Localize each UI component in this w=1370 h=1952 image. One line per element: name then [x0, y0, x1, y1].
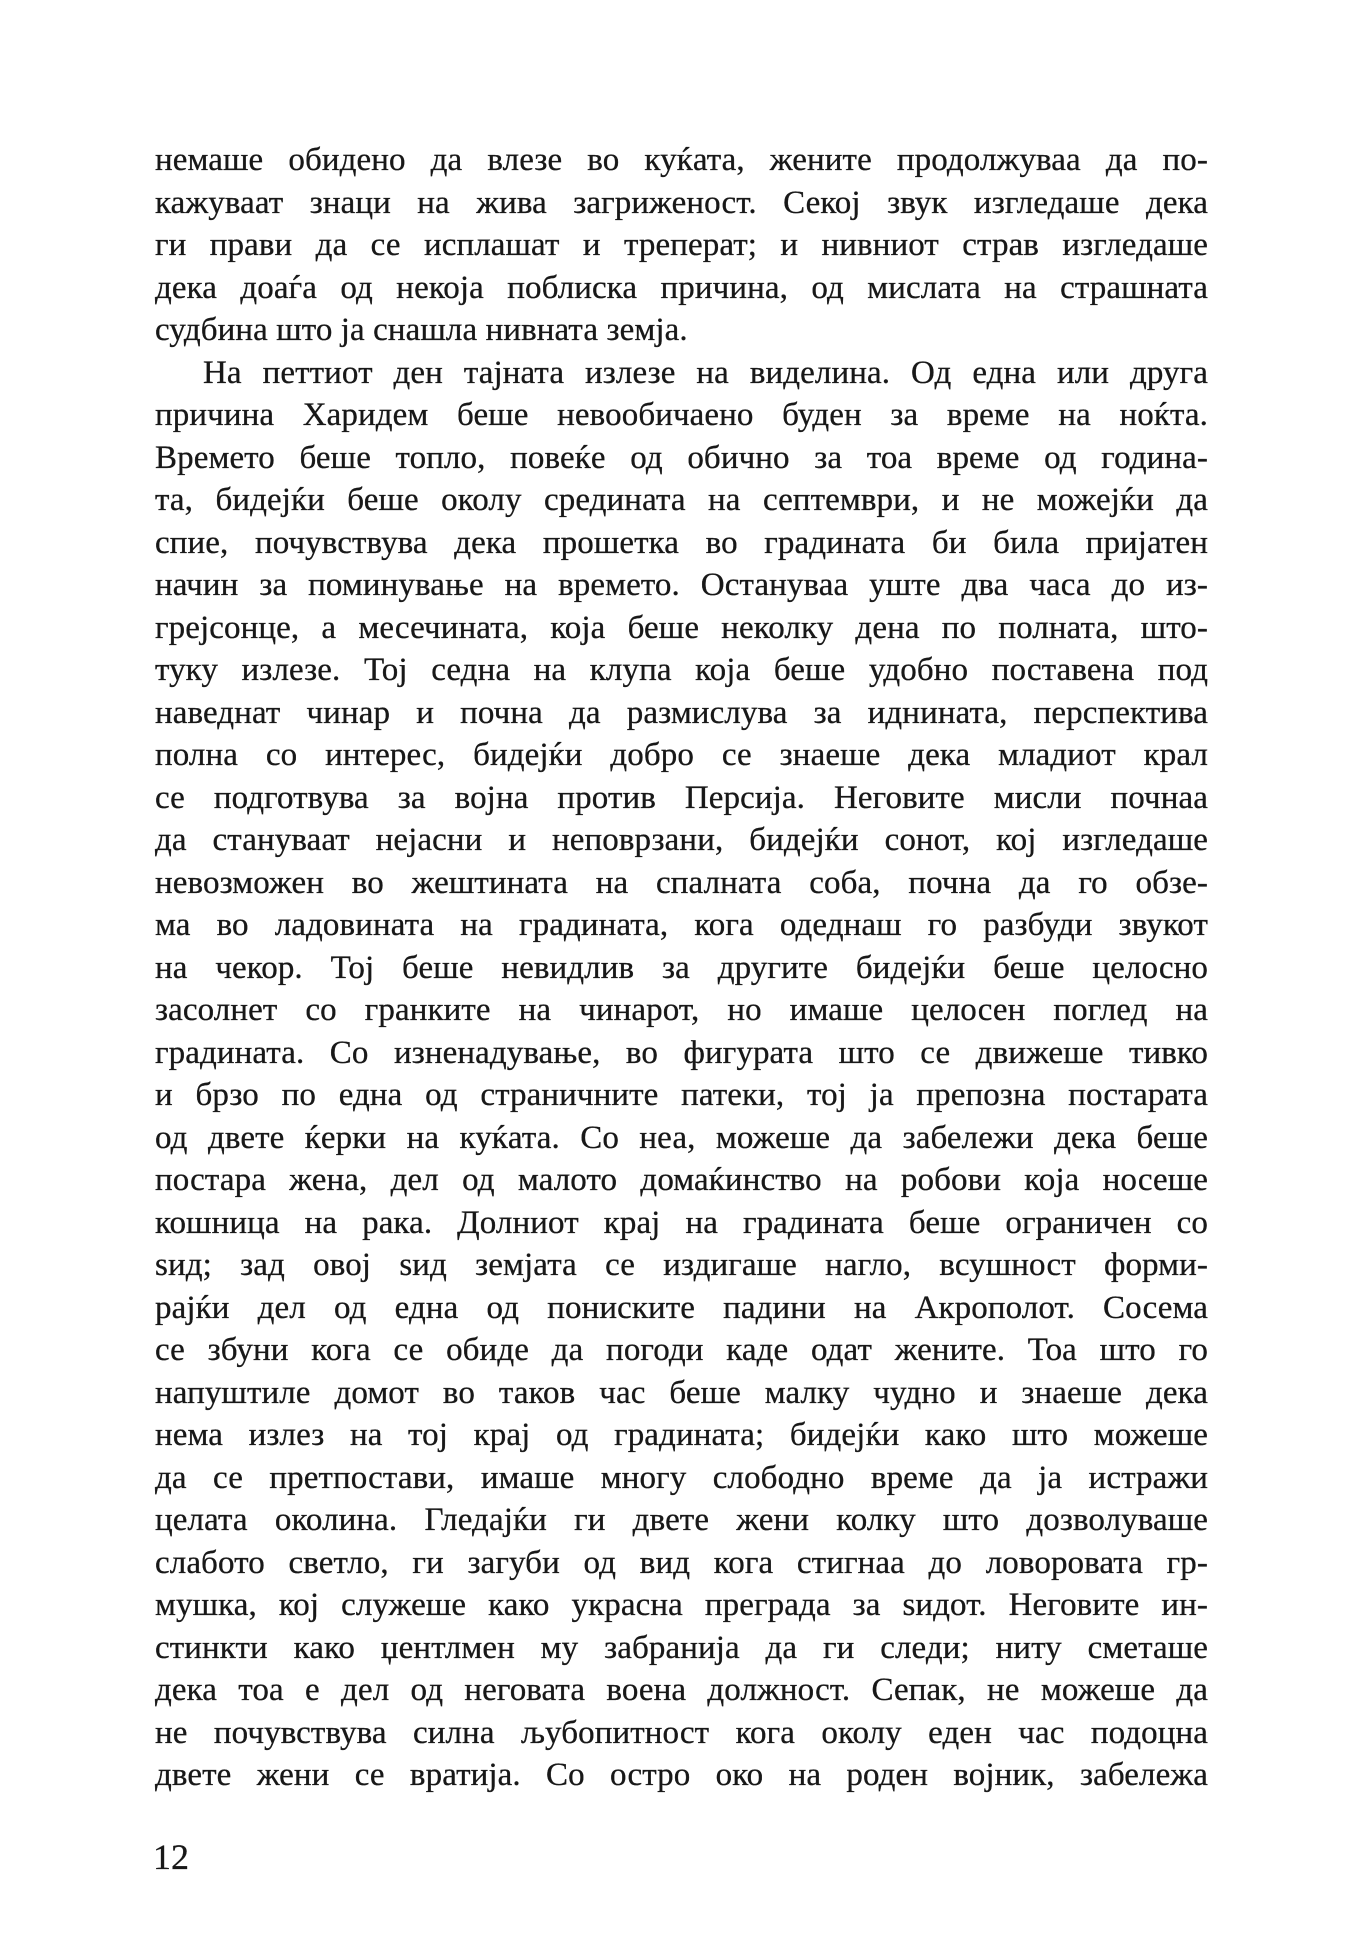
text-line: дека доаѓа од некоја поблиска причина, од мислата на страшната — [155, 269, 1208, 306]
text-line: се збуни кога се обиде да погоди каде одат жените. Тоа што го — [155, 1332, 1208, 1368]
paragraph — [155, 139, 1208, 352]
text-line: грејсонце, а месечината, која беше неколку дена по полната, што- — [155, 609, 1208, 646]
paragraph — [155, 352, 1208, 1797]
text-line: спие, почувствува дека прошетка во градината би била пријатен — [155, 524, 1208, 561]
text-line: Времето беше топло, повеќе од обично за тоа време од година- — [155, 439, 1208, 476]
text-line: немаше обидено да влезе во куќата, жените продолжуваа да по- — [155, 142, 1208, 178]
text-line: стинкти како џентлмен му забранија да ги следи; ниту сметаше — [155, 1629, 1208, 1666]
text-line: полна со интерес, бидејќи добро се знаеше дека младиот крал — [155, 737, 1208, 773]
text-line: целата околина. Гледајќи ги двете жени колку што дозволуваше — [155, 1502, 1208, 1538]
text-line: да стануваат нејасни и неповрзани, бидејќи сонот, кој изгледаше — [155, 822, 1208, 858]
body-text — [155, 139, 1208, 1797]
text-line: ма во ладовината на градината, кога одеднаш го разбуди звукот — [155, 907, 1208, 943]
text-line: и брзо по една од страничните патеки, тој ја препозна постарата — [155, 1077, 1208, 1113]
text-line: ги прави да се исплашат и треперат; и нивниот страв изгледаше — [155, 227, 1208, 263]
text-line: ѕид; зад овој ѕид земјата се издигаше нагло, всушност форми- — [155, 1247, 1208, 1283]
text-line: кошница на рака. Долниот крај на градината беше ограничен со — [155, 1204, 1208, 1241]
text-line: рајќи дел од една од пониските падини на Акрополот. Сосема — [155, 1289, 1208, 1326]
text-line: засолнет со гранките на чинарот, но имаше целосен поглед на — [155, 992, 1208, 1028]
text-line: кажуваат знаци на жива загриженост. Секој звук изгледаше дека — [155, 184, 1208, 221]
text-line: на чекор. Тој беше невидлив за другите бидејќи беше целосно — [155, 949, 1208, 986]
text-line: постара жена, дел од малото домаќинство на робови која носеше — [155, 1162, 1208, 1198]
text-line: та, бидејќи беше околу средината на септември, и не можејќи да — [155, 482, 1208, 518]
text-line: слабото светло, ги загуби од вид кога стигнаа до ловоровата гр- — [155, 1544, 1208, 1581]
page-number: 12 — [153, 1837, 189, 1877]
text-line: наведнат чинар и почна да размислува за иднината, перспектива — [155, 694, 1208, 731]
text-line: На петтиот ден тајната излезе на виделина. Од една или друга — [203, 354, 1208, 391]
text-line: дека тоа е дел од неговата воена должност. Сепак, не можеше да — [155, 1672, 1208, 1708]
text-line: судбина што ја снашла нивната земја. — [155, 312, 688, 348]
text-line: се подготвува за војна против Персија. Неговите мисли почнаа — [155, 779, 1208, 816]
text-line: двете жени се вратија. Со остро око на роден војник, забележа — [155, 1757, 1208, 1793]
text-line: напуштиле домот во таков час беше малку чудно и знаеше дека — [155, 1374, 1208, 1411]
text-line: од двете ќерки на куќата. Со неа, можеше да забележи дека беше — [155, 1119, 1208, 1156]
text-line: мушка, кој служеше како украсна преграда за ѕидот. Неговите ин- — [155, 1587, 1208, 1623]
text-line: туку излезе. Тој седна на клупа која беше удобно поставена под — [155, 652, 1208, 688]
text-line: невозможен во жештината на спалната соба, почна да го обзе- — [155, 864, 1208, 901]
text-line: начин за поминување на времето. Остануваа уште два часа до из- — [155, 567, 1208, 603]
text-line: не почувствува силна љубопитност кога околу еден час подоцна — [155, 1714, 1208, 1751]
text-line: нема излез на тој крај од градината; бидејќи како што можеше — [155, 1417, 1208, 1453]
text-line: да се претпостави, имаше многу слободно време да ја истражи — [155, 1459, 1208, 1496]
text-line: причина Харидем беше невообичаено буден за време на ноќта. — [155, 397, 1208, 433]
text-line: градината. Со изненадување, во фигурата што се движеше тивко — [155, 1034, 1208, 1071]
